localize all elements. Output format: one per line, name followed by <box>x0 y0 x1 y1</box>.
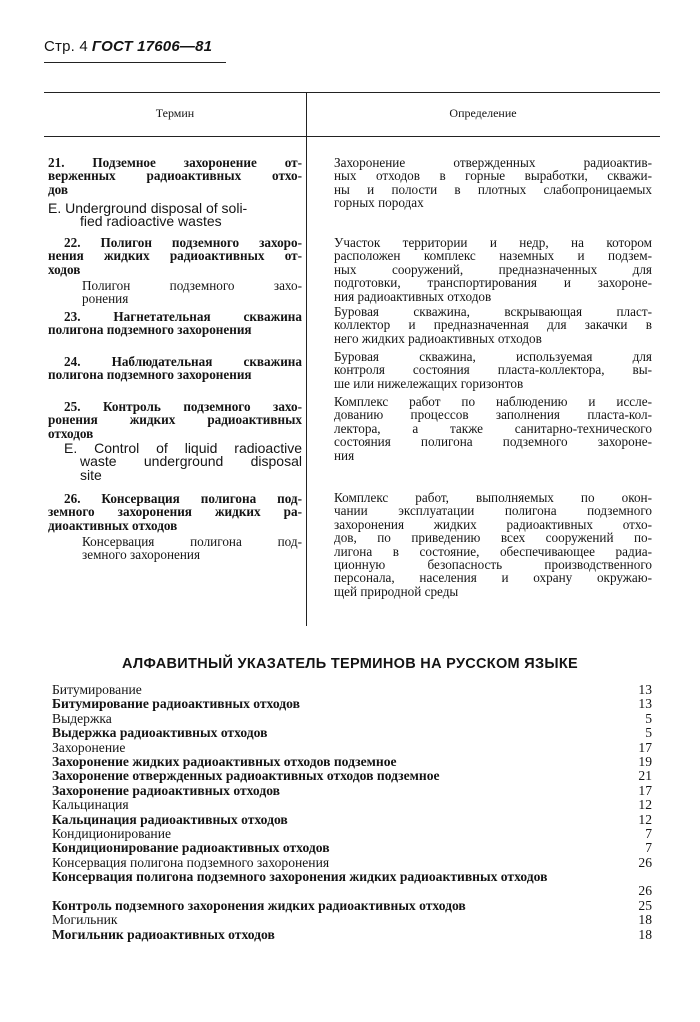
index-entry-number: 13 <box>638 696 652 712</box>
english-term-line: site <box>80 466 102 483</box>
index-entry <box>52 712 652 726</box>
index-entry <box>52 856 652 870</box>
index-entry-term: Консервация полигона подземного захоронения жидких радиоактивных отходов <box>52 869 548 885</box>
index-entry <box>52 784 652 798</box>
term-26-synonym <box>48 535 302 562</box>
index-entry <box>52 841 652 855</box>
terms-table <box>44 92 660 626</box>
index-entry-term: Могильник <box>52 912 118 928</box>
english-term-line: E. Underground disposal of soli- <box>48 200 248 216</box>
definition-line: состояния полигона подземного захороне- <box>334 434 652 450</box>
index-entry-number: 5 <box>645 710 652 726</box>
table-column-divider <box>306 92 307 626</box>
term-line: отходов <box>48 425 94 441</box>
definition-line: дованию процессов заполнения пласта-кол- <box>334 407 652 423</box>
index-entry <box>52 827 652 841</box>
definition-line: ционную безопасность производственного <box>334 557 652 573</box>
index-entry-number: 26 <box>638 854 652 870</box>
index-entry-number: 7 <box>645 840 652 856</box>
page-number: Стр. 4 <box>44 38 88 55</box>
index-entry-term: Битумирование радиоактивных отходов <box>52 696 300 712</box>
column-header-definition: Определение <box>449 106 517 120</box>
term-line: 23. Нагнетательная скважина <box>64 309 302 324</box>
term-line: верженных радиоактивных отхо- <box>48 168 302 184</box>
term-25-english <box>48 442 302 482</box>
term-25 <box>48 400 302 440</box>
term-24 <box>48 355 302 382</box>
index-entry-number: 12 <box>638 811 652 827</box>
table-top-rule <box>44 92 660 93</box>
synonym-line: Консервация полигона под- <box>82 534 302 549</box>
index-entry-term: Выдержка <box>52 710 112 726</box>
page-header <box>44 38 212 56</box>
definition-line: ны и полости в плотных слабопроницаемых <box>334 181 652 197</box>
definition-line: Участок территории и недр, на котором <box>334 235 652 250</box>
definition-25 <box>334 395 652 462</box>
term-22-synonym <box>48 279 302 306</box>
index-entry-number: 5 <box>645 725 652 741</box>
definition-line: дов, по приведению всех сооружений по- <box>334 530 652 546</box>
index-entry-number: 7 <box>645 825 652 841</box>
index-entry-term: Битумирование <box>52 682 142 697</box>
definition-26 <box>334 491 652 598</box>
term-line: дов <box>48 181 69 197</box>
term-line: 21. Подземное захоронение от- <box>48 155 302 170</box>
index-entry-term: Кондиционирование радиоактивных отходов <box>52 840 330 856</box>
index-entry-term: Захоронение радиоактивных отходов <box>52 782 281 798</box>
index-entry <box>52 726 652 740</box>
index-entry-number: 18 <box>638 926 652 942</box>
column-header-term: Термин <box>155 106 195 120</box>
synonym-line: Полигон подземного захо- <box>82 278 302 293</box>
definition-line: Комплекс работ по наблюдению и иссле- <box>334 394 652 409</box>
header-rule <box>44 62 226 63</box>
synonym-line: земного захоронения <box>82 547 201 563</box>
definition-line: Буровая скважина, используемая для <box>334 349 652 364</box>
index-entry <box>52 769 652 783</box>
index-entry-number: 17 <box>638 782 652 798</box>
definition-line: персонала, населения и охрану окружаю- <box>334 570 652 586</box>
definition-line: расположен комплекс наземных и подзем- <box>334 248 652 264</box>
index-entry-term: Кондиционирование <box>52 825 171 841</box>
definition-24 <box>334 350 652 390</box>
term-line: 26. Консервация полигона под- <box>64 491 302 506</box>
definition-line: ния <box>334 447 355 463</box>
definition-23 <box>334 305 652 345</box>
index-entry-number: 18 <box>638 912 652 928</box>
index-entry <box>52 870 652 899</box>
index-entry <box>52 798 652 812</box>
definition-line: лигона в состояние, обеспечивающее радиа- <box>334 543 652 559</box>
synonym-line: ронения <box>82 291 129 307</box>
definition-line: ше или нижележащих горизонтов <box>334 375 524 391</box>
definition-line: ных сооружений, предназначенных для <box>334 261 652 277</box>
definition-line: него жидких радиоактивных отходов <box>334 330 542 346</box>
index-entry <box>52 741 652 755</box>
index-entry-term: Консервация полигона подземного захоронения <box>52 854 330 870</box>
index-entry-term: Контроль подземного захоронения жидких радиоактивных отходов <box>52 897 466 913</box>
english-term-line: fied radioactive wastes <box>80 213 222 230</box>
definition-line: контроля состояния пласта-коллектора, вы- <box>334 362 652 378</box>
term-line: ронения жидких радиоактивных <box>48 412 302 428</box>
definition-line: горных породах <box>334 195 424 211</box>
term-26 <box>48 492 302 532</box>
term-line: полигона подземного захоронения <box>48 367 252 383</box>
index-entry-term: Кальцинация радиоактивных отходов <box>52 811 288 827</box>
definition-line: ных отходов в горные выработки, скважи- <box>334 168 652 184</box>
term-line: полигона подземного захоронения <box>48 322 252 338</box>
definition-line: лектора, а также санитарно-технического <box>334 420 652 436</box>
index-entry <box>52 913 652 927</box>
term-21 <box>48 156 302 196</box>
index-entry <box>52 755 652 769</box>
definition-line: коллектор и предназначенная для закачки в <box>334 317 652 333</box>
term-line: диоактивных отходов <box>48 517 178 533</box>
english-term-line: E. Control of liquid radioactive <box>64 440 302 456</box>
term-line: ходов <box>48 261 81 277</box>
index-entry-term: Захоронение отвержденных радиоактивных отходов подземное <box>52 768 440 784</box>
definition-22 <box>334 236 652 303</box>
definition-line: щей природной среды <box>334 583 459 599</box>
alphabetical-index <box>52 683 652 942</box>
term-line: нения жидких радиоактивных от- <box>48 248 302 264</box>
definition-line: подготовки, транспортирования и захороне- <box>334 275 652 291</box>
definition-line: Буровая скважина, вскрывающая пласт- <box>334 304 652 319</box>
standard-code: ГОСТ 17606—81 <box>91 38 213 55</box>
index-entry <box>52 813 652 827</box>
definition-line: Комплекс работ, выполняемых по окон- <box>334 490 652 505</box>
index-entry-term: Кальцинация <box>52 797 129 813</box>
index-entry <box>52 899 652 913</box>
term-line: 22. Полигон подземного захоро- <box>64 235 302 250</box>
index-entry <box>52 697 652 711</box>
index-entry-number: 25 <box>638 897 652 913</box>
term-line: земного захоронения жидких ра- <box>48 504 302 520</box>
definition-line: захоронения жидких радиоактивных отхо- <box>334 516 652 532</box>
index-entry-number: 17 <box>638 739 652 755</box>
definition-line: Захоронение отвержденных радиоактив- <box>334 155 652 170</box>
term-line: 25. Контроль подземного захо- <box>64 399 302 414</box>
index-entry-number: 12 <box>638 797 652 813</box>
index-title: АЛФАВИТНЫЙ УКАЗАТЕЛЬ ТЕРМИНОВ НА РУССКОМ ЯЗЫКЕ <box>122 656 578 672</box>
term-22 <box>48 236 302 276</box>
index-entry-number: 26 <box>638 883 652 899</box>
table-header-rule <box>44 136 660 137</box>
definition-line: ния радиоактивных отходов <box>334 288 492 304</box>
definition-21 <box>334 156 652 210</box>
index-entry-term: Могильник радиоактивных отходов <box>52 926 275 942</box>
index-entry-term: Захоронение <box>52 739 126 755</box>
term-line: 24. Наблюдательная скважина <box>64 354 302 369</box>
index-entry-number: 13 <box>638 682 652 697</box>
term-21-english <box>48 202 302 229</box>
term-23 <box>48 310 302 337</box>
index-entry-number: 21 <box>638 768 652 784</box>
index-entry-number: 19 <box>638 753 652 769</box>
english-term-line: waste underground disposal <box>80 453 302 470</box>
index-entry <box>52 683 652 697</box>
definition-line: чании эксплуатации полигона подземного <box>334 503 652 519</box>
index-entry-term: Захоронение жидких радиоактивных отходов подземное <box>52 753 397 769</box>
index-entry <box>52 928 652 942</box>
index-entry-term: Выдержка радиоактивных отходов <box>52 725 268 741</box>
